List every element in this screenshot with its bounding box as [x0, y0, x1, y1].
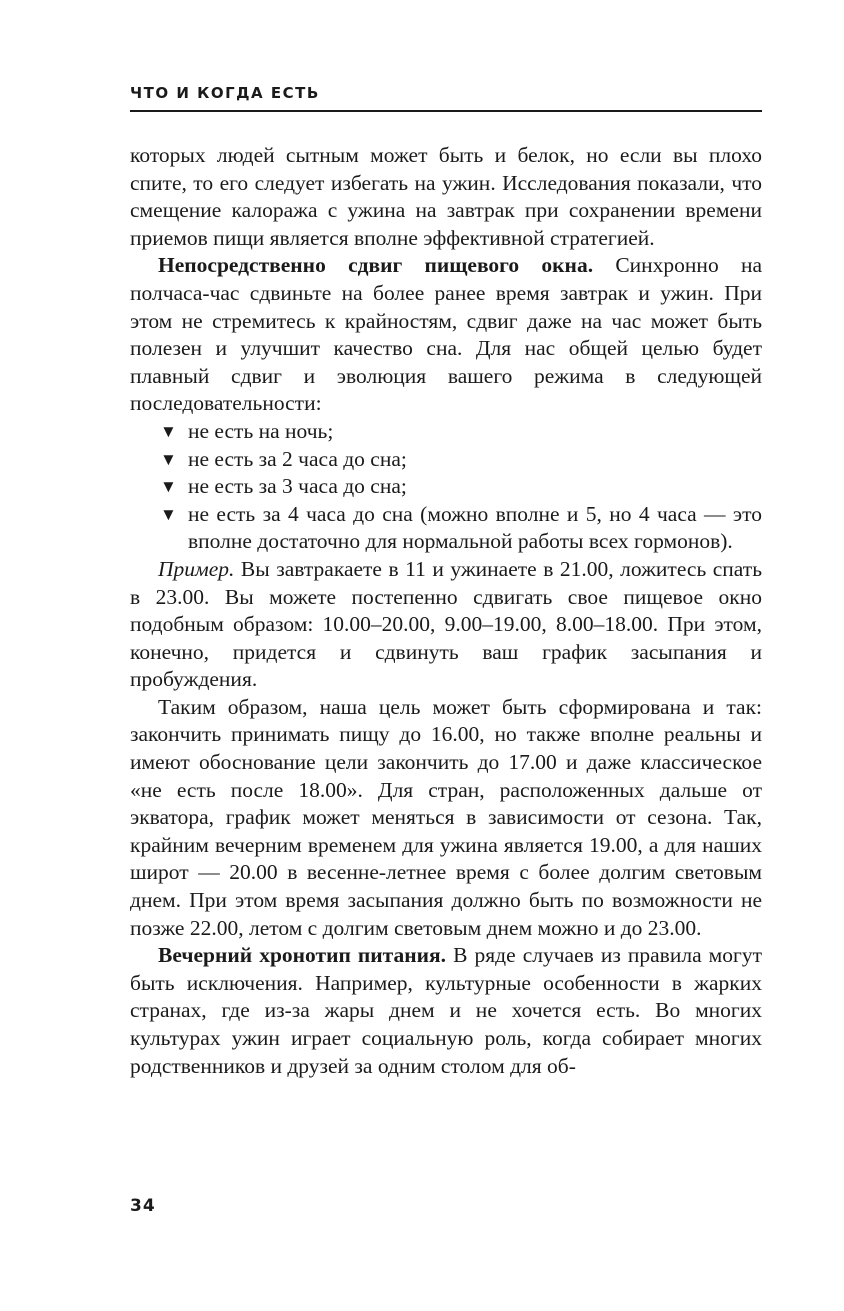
- paragraph-shift-window: [130, 252, 762, 418]
- paragraph-goal: Таким образом, наша цель может быть сформирована и так: закончить принимать пищу до 16.00, но также вполне реальны и имеют обоснование цели закончить до 17.00 и даже классическое «не есть после 18.00». Для стран, расположенных дальше от экватора, график может меняться в зависимости от сезона. Так, крайним вечерним временем для ужина является 19.00, а для наших широт — 20.00 в весенне-летнее время с более долгим световым днем. При этом время засыпания должно быть по возможности не позже 22.00, летом с долгим световым днем можно и до 23.00.: [130, 694, 762, 940]
- list-item-text: не есть за 3 часа до сна;: [188, 474, 407, 499]
- paragraph-continued: которых людей сытным может быть и белок, но если вы плохо спите, то его следует избегать на ужин. Исследования показали, что смещение калоража с ужина на завтрак при сохранении времени приемов пищи является вполне эффективной стратегией.: [130, 143, 762, 250]
- running-header: [130, 84, 762, 112]
- page-number: 34: [130, 1196, 156, 1216]
- header-title: ЧТО И КОГДА ЕСТЬ: [130, 84, 320, 102]
- paragraph-evening-chronotype: [130, 942, 762, 1080]
- list-item-text: не есть за 2 часа до сна;: [188, 446, 407, 471]
- list-item: [130, 501, 762, 556]
- list-item: [130, 446, 762, 474]
- paragraph-lead-italic: Пример.: [158, 556, 235, 581]
- paragraph-example: [130, 556, 762, 694]
- paragraph-text: В ряде случаев из правила могут быть исключения. Например, культурные особенности в жарких странах, где из-за жары днем и не хочется есть. Во многих культурах ужин играет социальную роль, когда собирает многих родственников и друзей за одним столом для об-: [130, 943, 762, 1078]
- triangle-down-icon: ▼: [160, 477, 177, 497]
- paragraph-lead-heading: Вечерний хронотип питания.: [158, 943, 447, 968]
- triangle-down-icon: ▼: [160, 421, 177, 441]
- page-body: [130, 142, 762, 1080]
- paragraph-lead-heading: Непосредственно сдвиг пищевого окна.: [158, 253, 594, 278]
- list-item: [130, 473, 762, 501]
- list-item-text: не есть за 4 часа до сна (можно вполне и 5, но 4 часа — это вполне достаточно для нормальной работы всех гормонов).: [188, 501, 762, 554]
- triangle-down-icon: ▼: [160, 504, 177, 524]
- paragraph-text: Синхронно на полчаса-час сдвиньте на более ранее время завтрак и ужин. При этом не стремитесь к крайностям, сдвиг даже на час может быть полезен и улучшит качество сна. Для нас общей целью будет плавный сдвиг и эволюция вашего режима в следующей последовательности:: [130, 253, 762, 416]
- list-item: [130, 418, 762, 446]
- triangle-down-icon: ▼: [160, 449, 177, 469]
- list-item-text: не есть на ночь;: [188, 418, 334, 443]
- paragraph-text: Вы завтракаете в 11 и ужинаете в 21.00, ложитесь спать в 23.00. Вы можете постепенно сдвигать свое пищевое окно подобным образом: 10.00–20.00, 9.00–19.00, 8.00–18.00. При этом, конечно, придется и сдвинуть ваш график засыпания и пробуждения.: [130, 556, 762, 692]
- bullet-list: [130, 418, 762, 556]
